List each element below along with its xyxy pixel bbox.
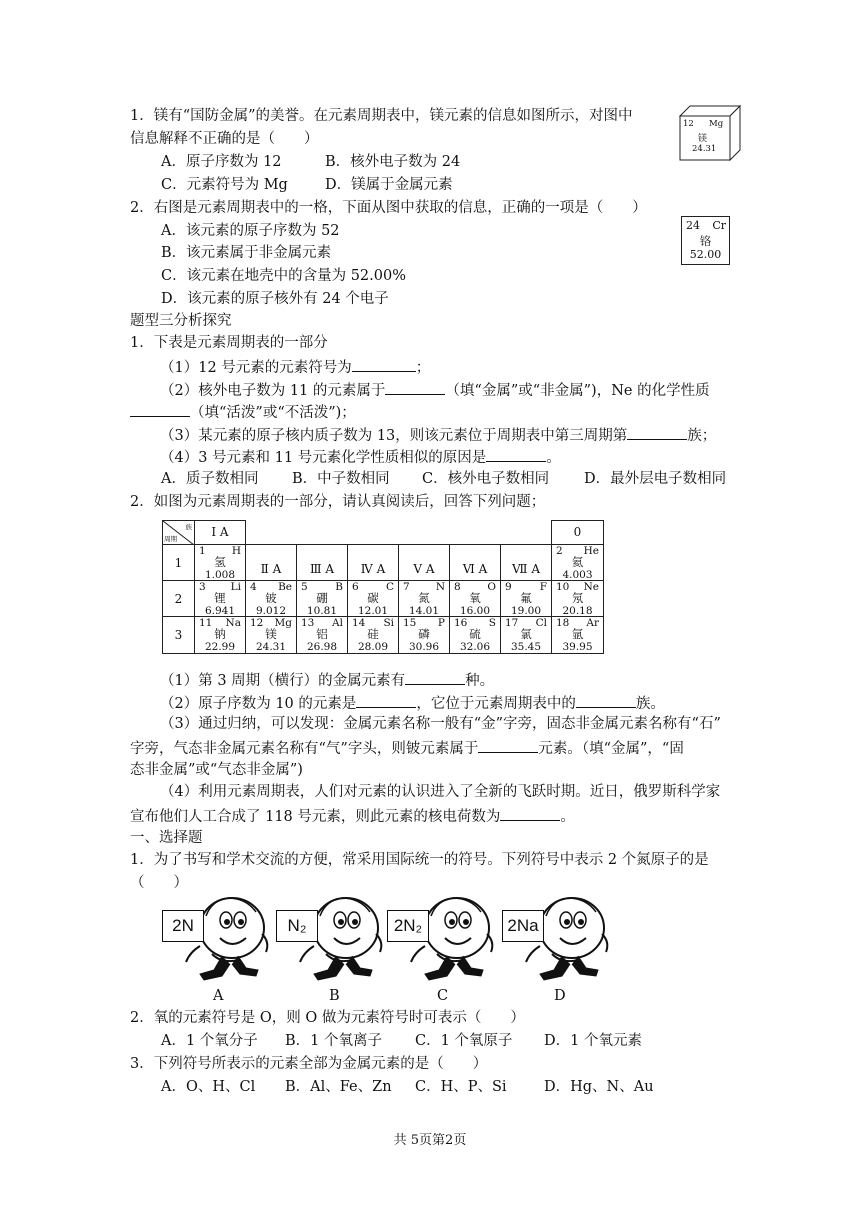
s3q2-part2 xyxy=(160,692,665,714)
s3q1-part2-cont xyxy=(130,401,356,423)
element-n xyxy=(399,581,450,617)
element-ar xyxy=(552,617,604,654)
s3q2-part3-text-b: 字旁，气态非金属元素名称有“气”字头，则铍元素属于 xyxy=(130,741,479,757)
cl-symbol: Cl xyxy=(535,617,547,629)
s3q1-title: 1．下表是元素周期表的一部分 xyxy=(130,335,328,351)
s-name: 硫 xyxy=(469,627,481,641)
be-number: 4 xyxy=(250,581,257,593)
q2-option-d: D．该元素的原子核外有 24 个电子 xyxy=(161,291,389,307)
b-symbol: B xyxy=(335,581,343,593)
h-name: 氢 xyxy=(214,555,226,569)
group-header-3a: Ⅲ A xyxy=(297,545,348,581)
na-number: 11 xyxy=(199,617,213,629)
answer-blank[interactable] xyxy=(500,805,560,821)
mascot-option-d xyxy=(502,894,614,986)
n-name: 氮 xyxy=(418,591,430,605)
element-mg xyxy=(246,617,297,654)
answer-blank[interactable] xyxy=(352,356,416,372)
period-label-1: 1 xyxy=(163,545,195,581)
o-symbol: O xyxy=(487,581,496,593)
c3-option-c: C．H、P、Si xyxy=(415,1079,507,1095)
section-3-heading: 题型三分析探究 xyxy=(130,313,232,329)
li-name: 锂 xyxy=(214,591,226,605)
n-number: 7 xyxy=(403,581,410,593)
c1-label-b: B xyxy=(329,988,340,1004)
s3q1-part2 xyxy=(160,379,710,401)
answer-blank[interactable] xyxy=(627,424,687,440)
c-mass: 12.01 xyxy=(357,605,389,617)
c3-option-a: A．O、H、Cl xyxy=(161,1079,256,1095)
s3q1-option-b: B．中子数相同 xyxy=(292,471,390,487)
ar-mass: 39.95 xyxy=(562,641,593,653)
s3q2-part3-text-c: 元素。（填“金属”，“固 xyxy=(538,741,684,757)
periodic-table-excerpt xyxy=(162,520,604,654)
element-al xyxy=(297,617,348,654)
answer-blank[interactable] xyxy=(130,401,190,417)
cl-number: 17 xyxy=(505,617,519,629)
mg-symbol-cell: Mg xyxy=(274,617,292,629)
s3q1-option-c: C．核外电子数相同 xyxy=(422,471,550,487)
na-symbol: Na xyxy=(225,617,241,629)
li-symbol: Li xyxy=(230,581,241,593)
ar-number: 18 xyxy=(556,617,570,629)
s3q2-part2-end: 族。 xyxy=(635,696,665,712)
h-symbol: H xyxy=(231,545,241,557)
mg-name-cell: 镁 xyxy=(265,627,277,641)
group-header-4a: Ⅳ A xyxy=(348,545,399,581)
element-c xyxy=(348,581,399,617)
group-header-1a: Ⅰ A xyxy=(195,521,246,545)
element-na xyxy=(195,617,246,654)
s3q2-part2-text: （2）原子序数为 10 的元素是 xyxy=(160,696,357,712)
mg-atomic-number: 12 xyxy=(683,119,694,129)
he-number: 2 xyxy=(556,545,563,557)
table-gap xyxy=(246,521,552,545)
o-number: 8 xyxy=(454,581,461,593)
c-name: 碳 xyxy=(367,591,379,605)
he-mass: 4.003 xyxy=(562,569,593,581)
he-symbol: He xyxy=(583,545,599,557)
c1-label-c: C xyxy=(437,988,449,1004)
h-mass: 1.008 xyxy=(204,569,236,581)
be-name: 铍 xyxy=(265,591,277,605)
s3q2-part1-text: （1）第 3 周期（横行）的金属元素有 xyxy=(160,673,406,689)
group-header-0: 0 xyxy=(552,521,604,545)
f-number: 9 xyxy=(505,581,512,593)
mascot-option-b xyxy=(276,894,388,986)
answer-blank[interactable] xyxy=(478,737,538,753)
q1-option-d: D．镁属于金属元素 xyxy=(325,177,453,193)
s3q2-part3: （3）通过归纳，可以发现：金属元素名称一般有“金”字旁，固态非金属元素名称有“石” xyxy=(160,716,721,732)
c-symbol: C xyxy=(385,581,394,593)
q2-option-a: A．该元素的原子序数为 52 xyxy=(161,223,340,239)
element-ne xyxy=(552,581,604,617)
s3q2-part4: （4）利用元素周期表，人们对元素的认识进入了全新的飞跃时期。近日，俄罗斯科学家 xyxy=(160,784,721,800)
group-header-5a: Ⅴ A xyxy=(399,545,450,581)
q1-option-a: A．原子序数为 12 xyxy=(161,154,282,170)
element-he xyxy=(552,545,604,581)
element-b xyxy=(297,581,348,617)
si-mass: 28.09 xyxy=(357,641,389,653)
symbol-sign-option-c: 2N₂ xyxy=(387,910,429,942)
chromium-element-card xyxy=(681,216,730,265)
c1-label-d: D xyxy=(554,988,566,1004)
cl-name: 氯 xyxy=(520,627,532,641)
na-name: 钠 xyxy=(214,627,226,641)
ne-mass: 20.18 xyxy=(562,605,593,617)
s3q1-part2-text: （2）核外电子数为 11 的元素属于 xyxy=(160,383,386,399)
ne-number: 10 xyxy=(556,581,570,593)
be-symbol: Be xyxy=(278,581,292,593)
p-number: 15 xyxy=(403,617,417,629)
f-name: 氟 xyxy=(520,591,532,605)
c2-stem: 2．氧的元素符号是 O，则 O 做为元素符号时可表示（ ） xyxy=(130,1010,525,1026)
b-number: 5 xyxy=(301,581,308,593)
f-mass: 19.00 xyxy=(510,605,542,617)
element-s xyxy=(450,617,501,654)
b-name: 硼 xyxy=(316,591,328,605)
element-li xyxy=(195,581,246,617)
s3q1-part3-text: （3）某元素的原子核内质子数为 13，则该元素位于周期表中第三周期第 xyxy=(160,428,628,444)
s-mass: 32.06 xyxy=(459,641,491,653)
answer-blank[interactable] xyxy=(356,692,416,708)
s3q2-part2-text-b: ，它位于元素周期表中的 xyxy=(416,696,576,712)
cr-name: 铬 xyxy=(699,234,712,248)
c2-option-d: D．1 个氧元素 xyxy=(544,1033,642,1049)
cr-atomic-number: 24 xyxy=(686,219,700,232)
mg-mass: 24.31 xyxy=(692,144,717,154)
mg-symbol: Mg xyxy=(709,119,724,129)
s3q2-title: 2．如图为元素周期表的一部分，请认真阅读后，回答下列问题； xyxy=(130,494,546,510)
f-symbol: F xyxy=(539,581,547,593)
li-number: 3 xyxy=(199,581,206,593)
corner-cell xyxy=(163,521,195,545)
s3q1-part1 xyxy=(160,356,430,378)
ne-symbol: Ne xyxy=(583,581,599,593)
c3-option-b: B．Al、Fe、Zn xyxy=(285,1079,392,1095)
s3q1-part4-text: （4）3 号元素和 11 号元素化学性质相似的原因是 xyxy=(160,450,487,466)
s3q2-part4-cont xyxy=(130,805,575,827)
c2-option-a: A．1 个氧分子 xyxy=(161,1033,258,1049)
mascot-option-c xyxy=(387,894,499,986)
p-name: 磷 xyxy=(418,627,430,641)
si-number: 14 xyxy=(352,617,366,629)
symbol-sign-option-d: 2Na xyxy=(502,910,544,942)
mg-number: 12 xyxy=(250,617,264,629)
c2-option-c: C．1 个氧原子 xyxy=(415,1033,513,1049)
ar-name: 氩 xyxy=(571,627,584,641)
symbol-sign-option-b: N₂ xyxy=(276,910,318,942)
cr-mass: 52.00 xyxy=(689,248,722,261)
period-label-2: 2 xyxy=(163,581,195,617)
element-si xyxy=(348,617,399,654)
q2-option-b: B．该元素属于非金属元素 xyxy=(161,245,332,261)
answer-blank[interactable] xyxy=(576,692,636,708)
n-mass: 14.01 xyxy=(408,605,440,617)
mg-name: 镁 xyxy=(698,134,708,144)
s3q1-part1-end: ； xyxy=(415,360,431,376)
s3q2-part4-text-b: 宣布他们人工合成了 118 号元素，则此元素的核电荷数为 xyxy=(130,809,501,825)
s3q1-part2-text-c: （填“活泼”或“不活泼”)； xyxy=(190,405,356,421)
s3q2-part1 xyxy=(160,669,494,691)
ar-symbol: Ar xyxy=(586,617,599,629)
al-mass: 26.98 xyxy=(306,641,338,653)
group-header-6a: Ⅵ A xyxy=(450,545,501,581)
q2-stem: 2．右图是元素周期表中的一格，下面从图中获取的信息，正确的一项是（ ） xyxy=(130,200,647,216)
s3q2-part3-end: 态非金属”或“气态非金属”) xyxy=(130,762,303,778)
s3q2-part3-cont xyxy=(130,737,684,759)
q1-option-b: B．核外电子数为 24 xyxy=(325,154,461,170)
s3q2-part4-end: 。 xyxy=(560,809,575,825)
cl-mass: 35.45 xyxy=(510,641,542,653)
s3q1-part1-text: （1）12 号元素的元素符号为 xyxy=(160,360,352,376)
be-mass: 9.012 xyxy=(255,605,287,617)
element-o xyxy=(450,581,501,617)
q1-option-c: C．元素符号为 Mg xyxy=(161,177,288,193)
c1-stem-line1: 1．为了书写和学术交流的方便，常采用国际统一的符号。下列符号中表示 2 个氮原子的是 xyxy=(130,852,709,868)
o-name: 氧 xyxy=(469,591,481,605)
group-header-2a: Ⅱ A xyxy=(246,545,297,581)
answer-blank[interactable] xyxy=(385,379,445,395)
s-symbol: S xyxy=(488,617,496,629)
na-mass: 22.99 xyxy=(204,641,236,653)
corner-group-label: 族 xyxy=(185,523,192,531)
al-name: 铝 xyxy=(316,627,328,641)
q1-stem-line2: 信息解释不正确的是（ ） xyxy=(130,131,319,147)
mg-mass-cell: 24.31 xyxy=(255,641,287,653)
element-cl xyxy=(501,617,552,654)
s-number: 16 xyxy=(454,617,468,629)
period-label-3: 3 xyxy=(163,617,195,654)
page-footer: 共 5页第2页 xyxy=(393,1133,467,1148)
s3q1-part4-end: 。 xyxy=(546,450,561,466)
group-header-7a: Ⅶ A xyxy=(501,545,552,581)
s3q2-part1-end: 种。 xyxy=(465,673,495,689)
s3q1-option-a: A．质子数相同 xyxy=(161,471,259,487)
answer-blank[interactable] xyxy=(486,446,546,462)
si-symbol: Si xyxy=(383,617,394,629)
s3q1-part3-end: 族； xyxy=(687,428,717,444)
cr-symbol: Cr xyxy=(712,219,726,232)
c1-stem-line2: （ ） xyxy=(130,875,188,891)
c-number: 6 xyxy=(352,581,359,593)
si-name: 硅 xyxy=(367,627,379,641)
c3-option-d: D．Hg、N、Au xyxy=(544,1079,654,1095)
symbol-sign-option-a: 2N xyxy=(162,910,204,942)
magnesium-element-card xyxy=(679,104,741,162)
h-number: 1 xyxy=(199,545,206,557)
q2-option-c: C．该元素在地壳中的含量为 52.00% xyxy=(161,268,406,284)
p-symbol: P xyxy=(437,617,445,629)
s3q1-option-d: D．最外层电子数相同 xyxy=(584,471,727,487)
ne-name: 氖 xyxy=(571,591,584,605)
c2-option-b: B．1 个氧离子 xyxy=(285,1033,382,1049)
al-symbol: Al xyxy=(332,617,343,629)
answer-blank[interactable] xyxy=(405,669,465,685)
element-p xyxy=(399,617,450,654)
element-f xyxy=(501,581,552,617)
li-mass: 6.941 xyxy=(204,605,236,617)
c3-stem: 3．下列符号所表示的元素全部为金属元素的是（ ） xyxy=(130,1056,488,1072)
element-be xyxy=(246,581,297,617)
s3q1-part2-text-b: （填“金属”或“非金属”)，Ne 的化学性质 xyxy=(445,383,710,399)
b-mass: 10.81 xyxy=(306,605,338,617)
q1-stem-line1: 1．镁有“国防金属”的美誉。在元素周期表中，镁元素的信息如图所示，对图中 xyxy=(130,108,633,124)
p-mass: 30.96 xyxy=(408,641,440,653)
he-name: 氦 xyxy=(571,555,584,569)
element-h xyxy=(195,545,246,581)
al-number: 13 xyxy=(301,617,315,629)
s3q1-part3 xyxy=(160,424,716,446)
corner-period-label: 周期 xyxy=(164,535,177,543)
section-1-heading: 一、选择题 xyxy=(130,830,203,846)
mascot-option-a xyxy=(162,894,274,986)
n-symbol: N xyxy=(435,581,445,593)
s3q1-part4 xyxy=(160,446,561,468)
o-mass: 16.00 xyxy=(459,605,491,617)
c1-label-a: A xyxy=(213,988,224,1004)
